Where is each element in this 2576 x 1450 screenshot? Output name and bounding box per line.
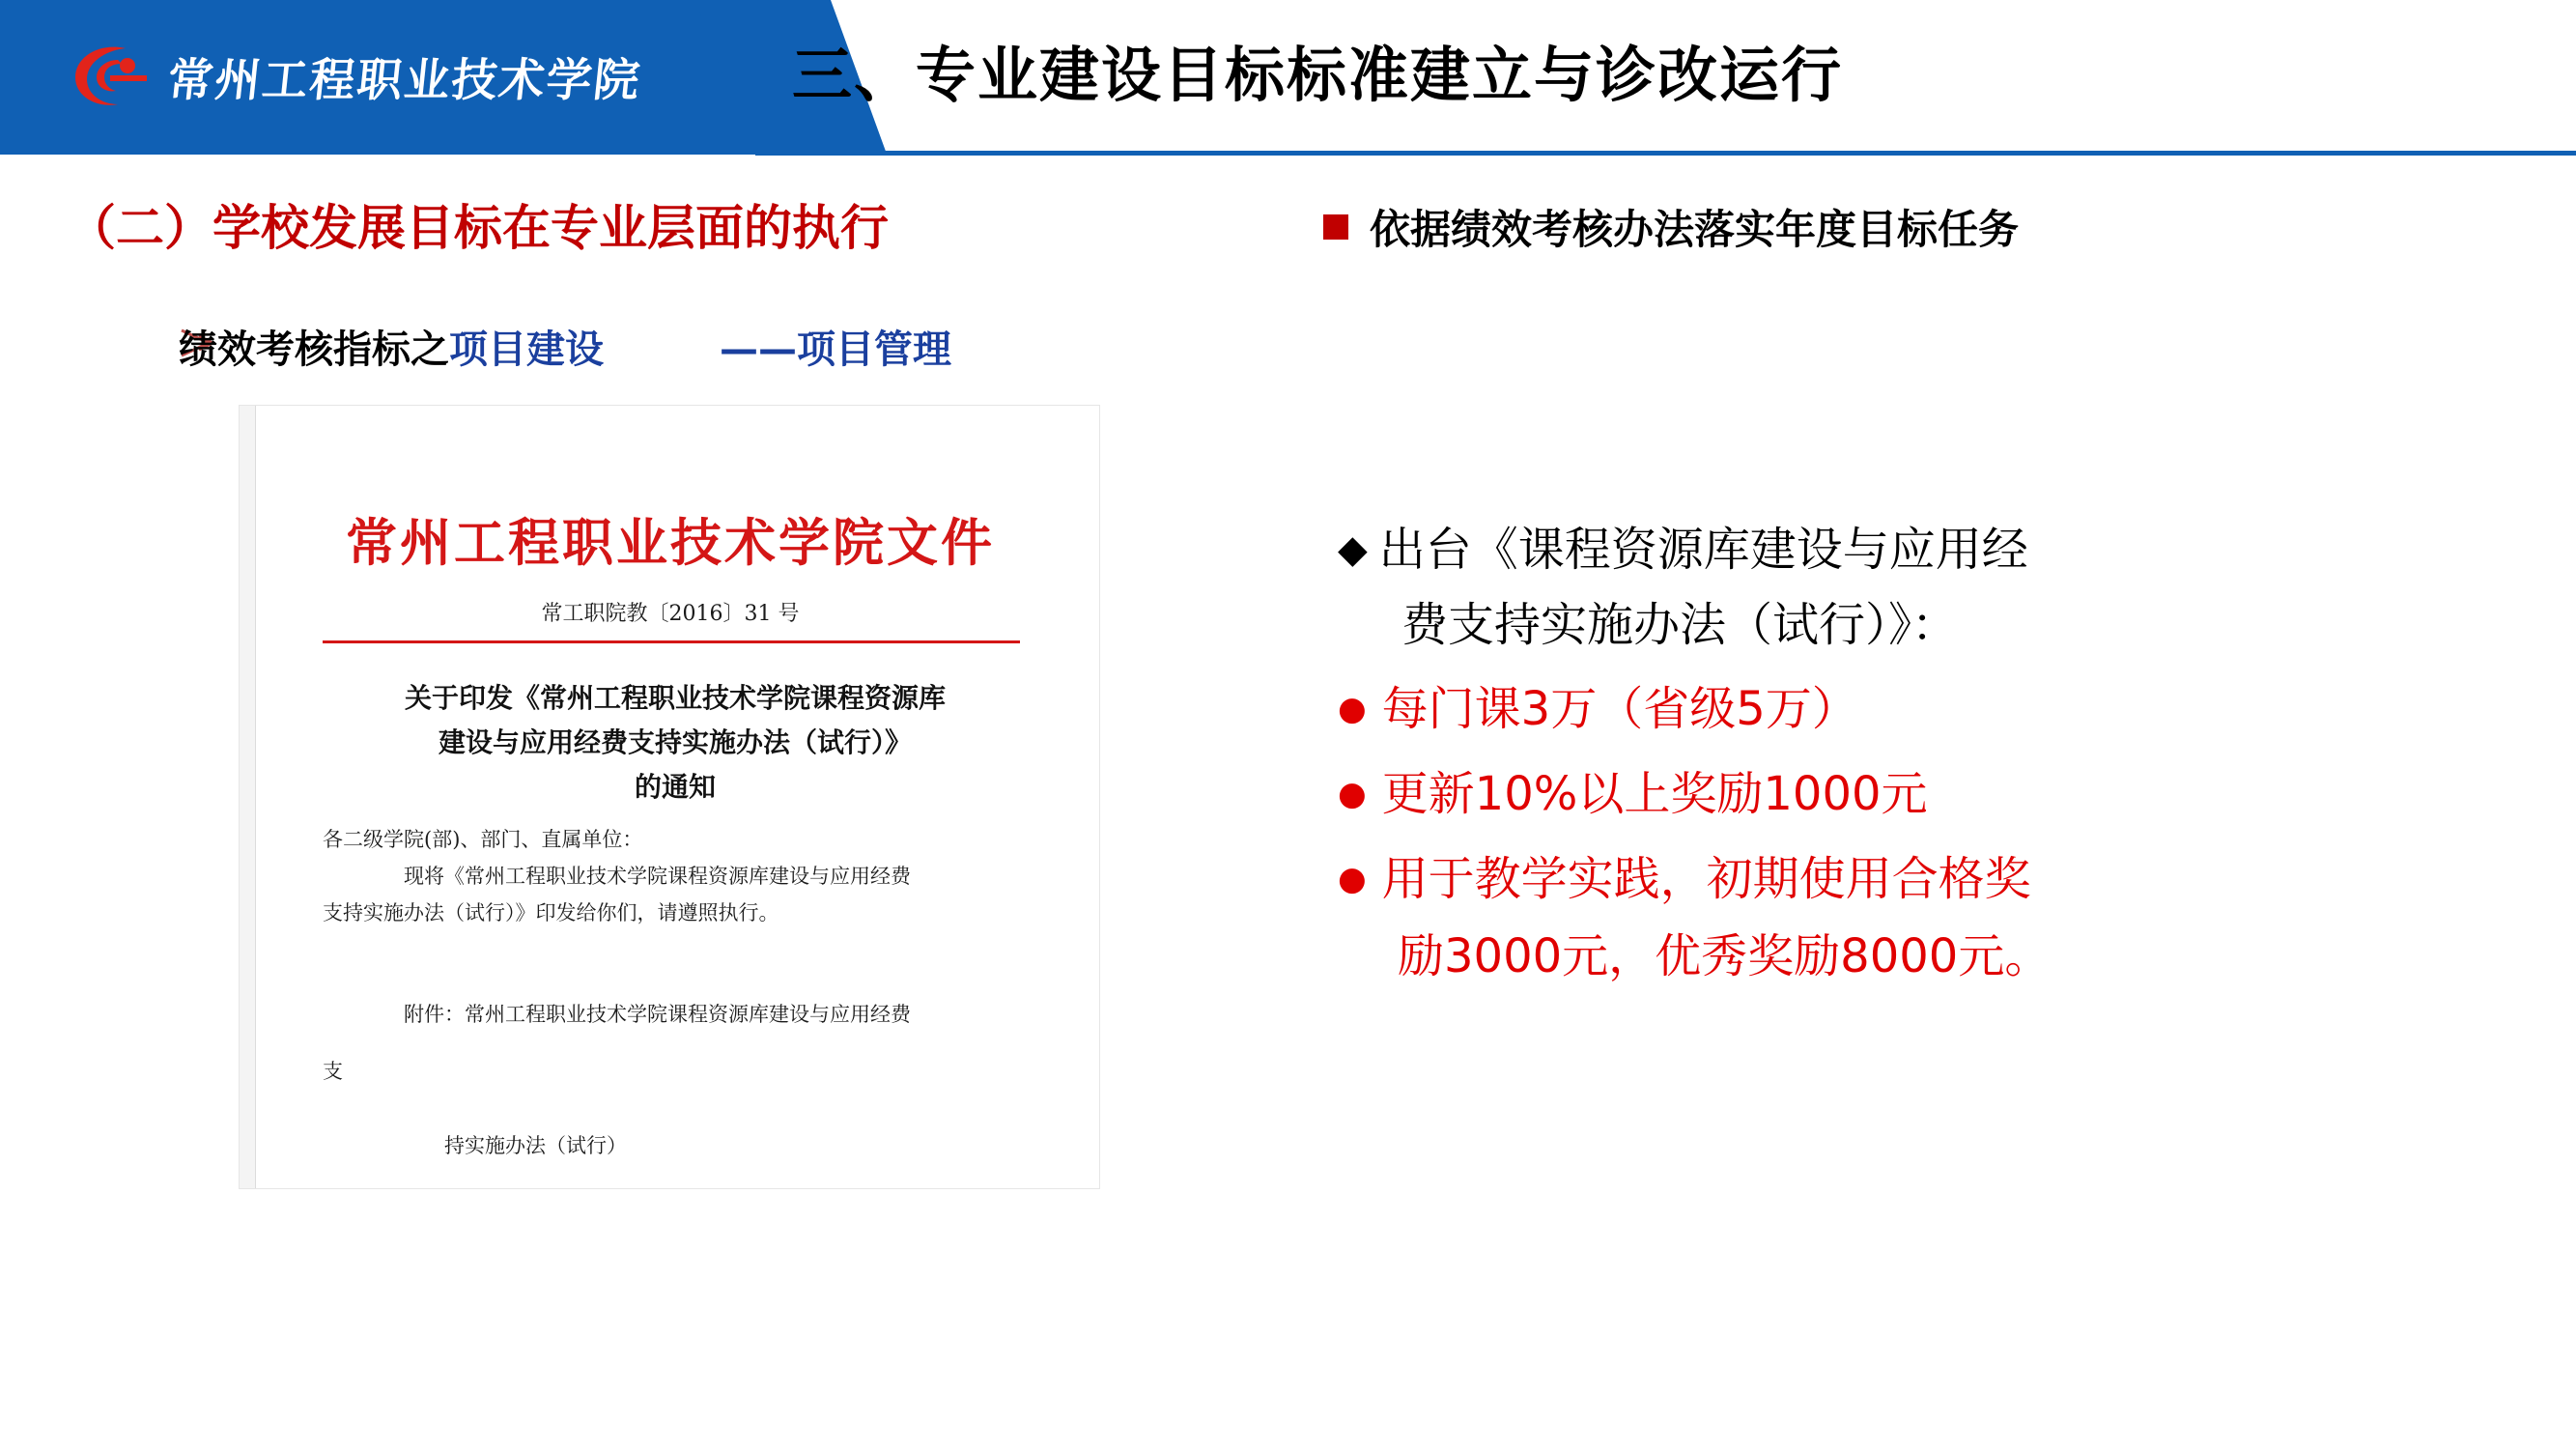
arrow-line-part1: 绩效考核指标之 <box>179 327 449 372</box>
policy-heading-line-2: 费支持实施办法（试行）》： <box>1401 598 1959 652</box>
round-bullet-icon: ● <box>1338 860 1367 898</box>
document-body-line-1: 各二级学院(部)、部门、直属单位： <box>323 828 643 851</box>
document-body-line-2: 现将《常州工程职业技术学院课程资源库建设与应用经费 <box>404 865 911 888</box>
policy-item-3-continuation: 励3000元，优秀奖励8000元。 <box>1398 929 2052 983</box>
arrow-line-part3: ——项目管理 <box>720 327 951 372</box>
policy-heading-line-1: 出台《课程资源库建设与应用经 <box>1378 523 2028 577</box>
header-underline <box>755 151 2576 156</box>
document-body <box>323 821 1028 931</box>
round-bullet-icon: ● <box>1338 690 1367 728</box>
document-content <box>265 406 1095 1188</box>
policy-item-3-label: 用于教学实践，初期使用合格奖 <box>1381 852 2031 906</box>
institution-name: 常州工程职业技术学院 <box>164 53 644 107</box>
document-number: 常工职院教〔2016〕31 号 <box>541 602 800 626</box>
document-subject-line-3: 的通知 <box>634 771 716 803</box>
official-document-image <box>240 406 1099 1188</box>
section-subtitle-right <box>1323 198 2019 256</box>
diamond-bullet-icon: ◆ <box>1338 527 1368 572</box>
policy-item-3 <box>1338 840 2526 918</box>
policy-summary-block <box>1338 512 2526 995</box>
policy-item-2-label: 更新10%以上奖励1000元 <box>1381 767 1928 821</box>
institution-logo <box>68 37 644 116</box>
document-page-edge <box>240 406 256 1188</box>
document-title: 常州工程职业技术学院文件 <box>346 513 995 573</box>
policy-item-1-label: 每门课3万（省级5万） <box>1381 682 1858 736</box>
document-attachment-line-2: 支 <box>323 1060 343 1083</box>
page-title: 三、专业建设目标标准建立与诊改运行 <box>792 40 1844 110</box>
policy-heading <box>1338 512 2526 587</box>
slide-header <box>0 0 2576 155</box>
document-subject-line-2: 建设与应用经费支持实施办法（试行）》 <box>438 726 912 758</box>
performance-indicator-line <box>179 319 951 374</box>
arrow-line-part2: 项目建设 <box>449 327 604 372</box>
document-body-line-3: 支持实施办法（试行）》印发给你们，请遵照执行。 <box>323 901 779 924</box>
square-bullet-icon <box>1323 214 1348 240</box>
section-subtitle-left: （二）学校发展目标在专业层面的执行 <box>68 200 889 256</box>
document-red-rule <box>323 640 1020 643</box>
policy-item-1 <box>1338 670 2526 748</box>
document-subject-line-1: 关于印发《常州工程职业技术学院课程资源库 <box>404 682 946 714</box>
document-attachment <box>323 976 1028 1184</box>
section-subtitle-right-label: 依据绩效考核办法落实年度目标任务 <box>1370 206 2020 253</box>
document-attachment-line-3: 持实施办法（试行） <box>444 1134 627 1157</box>
document-attachment-line-1: 附件：常州工程职业技术学院课程资源库建设与应用经费 <box>404 1003 911 1026</box>
document-subject <box>294 676 1057 810</box>
swirl-logo-icon <box>68 37 151 116</box>
policy-item-2 <box>1338 755 2526 833</box>
round-bullet-icon: ● <box>1338 775 1367 813</box>
